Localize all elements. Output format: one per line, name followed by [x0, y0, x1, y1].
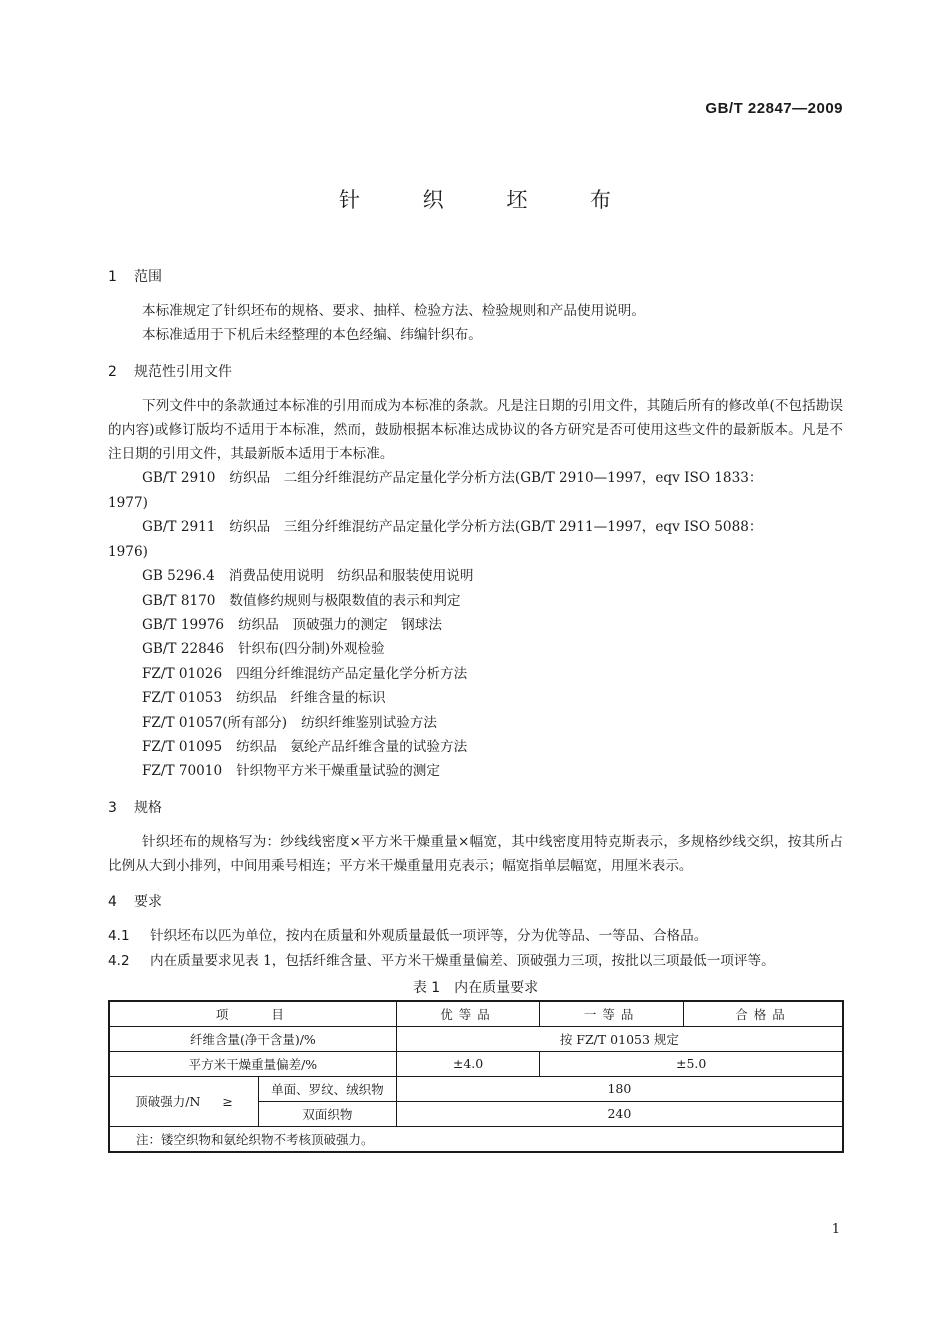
reference-item — [108, 662, 843, 686]
row-value: 180 — [396, 1076, 843, 1101]
section-number: 2 — [108, 363, 117, 380]
row-label: 纤维含量(净干含量)/% — [109, 1026, 396, 1051]
section-number: 4 — [108, 894, 117, 911]
section-4-heading — [108, 891, 843, 913]
section-title: 要求 — [134, 894, 162, 911]
table-header-row — [109, 1001, 843, 1027]
reference-title: 针织布(四分制)外观检验 — [238, 641, 385, 658]
clause-4-2 — [108, 949, 843, 973]
clause-number: 4.2 — [108, 952, 130, 969]
reference-code: FZ/T 01026 — [142, 665, 223, 682]
reference-title: 纺织品 纤维含量的标识 — [236, 690, 386, 707]
reference-title: 纺织品 氨纶产品纤维含量的试验方法 — [236, 738, 468, 755]
document-body — [108, 266, 843, 1153]
sub-label: 双面织物 — [259, 1101, 397, 1126]
reference-code: GB/T 19976 — [142, 616, 225, 633]
table-caption: 表 1 内在质量要求 — [412, 979, 539, 996]
reference-title: 四组分纤维混纺产品定量化学分析方法 — [236, 665, 468, 682]
reference-item — [108, 735, 843, 759]
reference-code: GB 5296.4 — [142, 568, 215, 585]
section-2-heading — [108, 361, 843, 383]
row-value: ±4.0 — [396, 1051, 540, 1076]
reference-code: GB/T 2911 — [142, 519, 216, 536]
row-value: 按 FZ/T 01053 规定 — [396, 1026, 843, 1051]
section-title: 范围 — [134, 269, 162, 285]
reference-title: 纺织品 顶破强力的测定 钢球法 — [238, 616, 442, 633]
clause-4-1 — [108, 924, 843, 948]
reference-code: GB/T 2910 — [142, 470, 216, 487]
table-row — [109, 1026, 843, 1051]
reference-continuation: 1977) — [108, 494, 148, 511]
table-row — [109, 1076, 843, 1101]
reference-title: 纺织品 二组分纤维混纺产品定量化学分析方法(GB/T 2910—1997，eqv ISO 1833： — [229, 470, 763, 487]
row-value: 240 — [396, 1101, 843, 1126]
document-title: 针 织 坯 布 — [338, 188, 640, 212]
header-qualified: 合格品 — [683, 1001, 843, 1027]
section-number: 3 — [108, 799, 117, 816]
reference-item — [108, 515, 843, 539]
reference-code: FZ/T 01053 — [142, 690, 223, 707]
burst-strength-label: 顶破强力/N — [135, 1094, 201, 1110]
paragraph: 下列文件中的条款通过本标准的引用而成为本标准的条款。凡是注日期的引用文件，其随后所有的修改单(不包括勘误的内容)或修订版均不适用于本标准，然而，鼓励根据本标准达成协议的各方研究是否可使用这些文件的最新版本。凡是不注日期的引用文件，其最新版本适用于本标准。 — [108, 397, 843, 463]
sub-label: 单面、罗纹、绒织物 — [259, 1076, 397, 1101]
clause-number: 4.1 — [108, 928, 130, 945]
table-note: 注：镂空织物和氨纶织物不考核顶破强力。 — [109, 1126, 843, 1152]
table-row — [109, 1051, 843, 1076]
reference-title: 数值修约规则与极限数值的表示和判定 — [229, 592, 461, 609]
paragraph: 本标准适用于下机后未经整理的本色经编、纬编针织布。 — [142, 327, 482, 344]
page-number: 1 — [831, 1222, 840, 1237]
reference-item — [108, 686, 843, 710]
clause-text: 内在质量要求见表 1，包括纤维含量、平方米干燥重量偏差、顶破强力三项，按批以三项最低一项评等。 — [150, 952, 775, 969]
reference-item — [108, 589, 843, 613]
header-first: 一等品 — [540, 1001, 684, 1027]
paragraph: 针织坯布的规格写为：纱线线密度×平方米干燥重量×幅宽，其中线密度用特克斯表示，多规格纱线交织，按其所占比例从大到小排列，中间用乘号相连；平方米干燥重量用克表示；幅宽指单层幅宽，用厘米表示。 — [108, 833, 843, 875]
reference-title: 针织物平方米干燥重量试验的测定 — [236, 763, 440, 780]
row-value: ±5.0 — [540, 1051, 843, 1076]
clause-text: 针织坯布以匹为单位，按内在质量和外观质量最低一项评等，分为优等品、一等品、合格品。 — [150, 928, 708, 945]
reference-item — [108, 711, 843, 735]
row-label — [109, 1076, 259, 1126]
section-1-heading — [108, 266, 843, 288]
reference-code: GB/T 22846 — [142, 641, 225, 658]
reference-item — [108, 466, 843, 490]
reference-item — [108, 564, 843, 588]
reference-item — [108, 637, 843, 661]
section-title: 规范性引用文件 — [134, 363, 232, 380]
paragraph: 本标准规定了针织坯布的规格、要求、抽样、检验方法、检验规则和产品使用说明。 — [142, 303, 645, 319]
section-3-heading — [108, 797, 843, 819]
reference-item — [108, 613, 843, 637]
reference-title: 消费品使用说明 纺织品和服装使用说明 — [228, 568, 474, 585]
section-number: 1 — [108, 269, 117, 285]
reference-item — [108, 759, 843, 783]
reference-code: FZ/T 01057(所有部分) — [142, 714, 288, 731]
reference-title: 纺织纤维鉴别试验方法 — [301, 714, 438, 731]
table-note-row — [109, 1126, 843, 1152]
reference-code: FZ/T 70010 — [142, 763, 223, 780]
section-title: 规格 — [134, 799, 162, 816]
reference-title: 纺织品 三组分纤维混纺产品定量化学分析方法(GB/T 2911—1997，eqv ISO 5088： — [229, 519, 763, 536]
reference-continuation: 1976) — [108, 543, 148, 560]
reference-code: GB/T 8170 — [142, 592, 216, 609]
row-label: 平方米干燥重量偏差/% — [109, 1051, 396, 1076]
header-item: 项 目 — [109, 1001, 396, 1027]
greater-equal-sign: ≥ — [222, 1094, 233, 1110]
quality-requirements-table — [108, 1000, 844, 1153]
standard-number: GB/T 22847—2009 — [705, 100, 843, 117]
header-superior: 优等品 — [396, 1001, 540, 1027]
reference-code: FZ/T 01095 — [142, 738, 223, 755]
